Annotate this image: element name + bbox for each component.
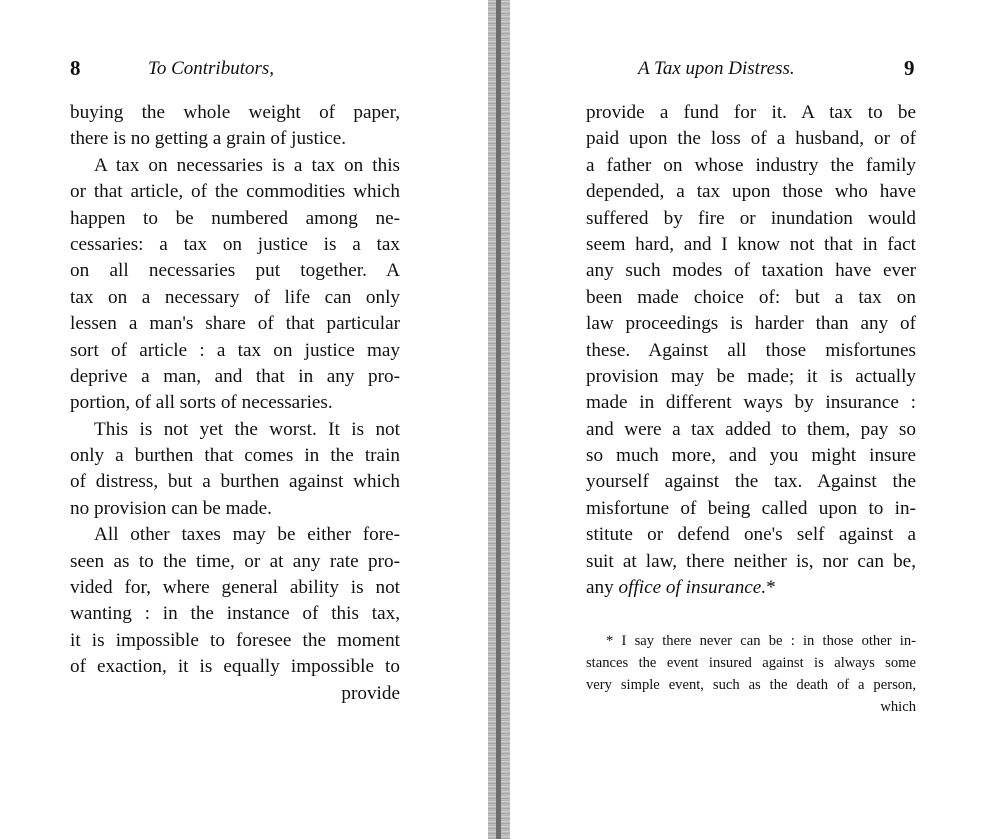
running-head-left: To Contributors, — [148, 58, 275, 79]
text-line-final — [586, 575, 916, 601]
text-line: any such modes of taxation have ever — [586, 260, 916, 282]
running-head-right: A Tax upon Distress. — [638, 58, 795, 79]
text-segment: any — [586, 577, 614, 599]
text-line: paid upon the loss of a husband, or of — [586, 128, 916, 150]
footnote-reference: * — [766, 577, 776, 599]
text-line: provide a fund for it. A tax to be — [586, 102, 916, 123]
text-line: been made choice of: but a tax on — [586, 286, 916, 308]
text-line: provision may be made; it is actually — [586, 365, 916, 387]
text-line: suit at law, there neither is, nor can be, — [586, 550, 916, 572]
text-line: wanting : in the instance of this tax, — [70, 603, 400, 625]
italic-phrase: office of insurance. — [618, 577, 767, 599]
footnote-line: very simple event, such as the death of a person, — [586, 677, 916, 693]
text-line: of exaction, it is equally impossible to — [70, 656, 400, 678]
right-page-body — [586, 100, 916, 601]
book-gutter — [488, 0, 510, 839]
text-line: only a burthen that comes in the train — [70, 445, 400, 467]
right-page — [510, 0, 1000, 839]
footnote — [586, 630, 916, 718]
text-line: buying the whole weight of paper, — [70, 102, 400, 123]
footnote-catchword: which — [880, 699, 916, 715]
text-line: cessaries: a tax on justice is a tax — [70, 233, 400, 255]
text-line: on all necessaries put together. A — [70, 260, 400, 282]
text-line: law proceedings is harder than any of — [586, 313, 916, 335]
text-line: portion, of all sorts of necessaries. — [70, 392, 333, 414]
text-line: vided for, where general ability is not — [70, 577, 400, 599]
text-line: these. Against all those misfortunes — [586, 339, 916, 361]
text-line: A tax on necessaries is a tax on this — [94, 154, 400, 176]
text-line: seem hard, and I know not that in fact — [586, 233, 916, 255]
text-line: yourself against the tax. Against the — [586, 471, 916, 493]
page-number-right: 9 — [904, 56, 915, 80]
left-page-body — [70, 100, 400, 707]
text-line: and were a tax added to them, pay so — [586, 418, 916, 440]
text-line: happen to be numbered among ne- — [70, 207, 400, 229]
text-line: stitute or defend one's self against a — [586, 524, 916, 546]
text-line: lessen a man's share of that particular — [70, 313, 400, 335]
text-line: no provision can be made. — [70, 497, 272, 519]
text-line: there is no getting a grain of justice. — [70, 128, 347, 150]
text-line: seen as to the time, or at any rate pro- — [70, 550, 400, 572]
text-line: deprive a man, and that in any pro- — [70, 365, 400, 387]
footnote-line: stances the event insured against is always some — [586, 655, 916, 671]
text-line: so much more, and you might insure — [586, 445, 916, 467]
text-line: it is impossible to foresee the moment — [70, 629, 400, 651]
text-line: a father on whose industry the family — [586, 154, 916, 176]
page-number-left: 8 — [70, 56, 81, 80]
text-line: or that article, of the commodities which — [70, 181, 400, 203]
text-line: suffered by fire or inundation would — [586, 207, 916, 229]
text-line: misfortune of being called upon to in- — [586, 497, 916, 519]
text-line: sort of article : a tax on justice may — [70, 339, 400, 361]
footnote-line: * I say there never can be : in those other in- — [606, 633, 916, 649]
text-line: This is not yet the worst. It is not — [94, 418, 400, 440]
text-line: depended, a tax upon those who have — [586, 181, 916, 203]
text-line: of distress, but a burthen against which — [70, 471, 400, 493]
text-line: tax on a necessary of life can only — [70, 286, 400, 308]
left-page — [0, 0, 488, 839]
text-line: All other taxes may be either fore- — [94, 524, 400, 546]
text-line: made in different ways by insurance : — [586, 392, 916, 414]
catchword: provide — [341, 682, 400, 704]
